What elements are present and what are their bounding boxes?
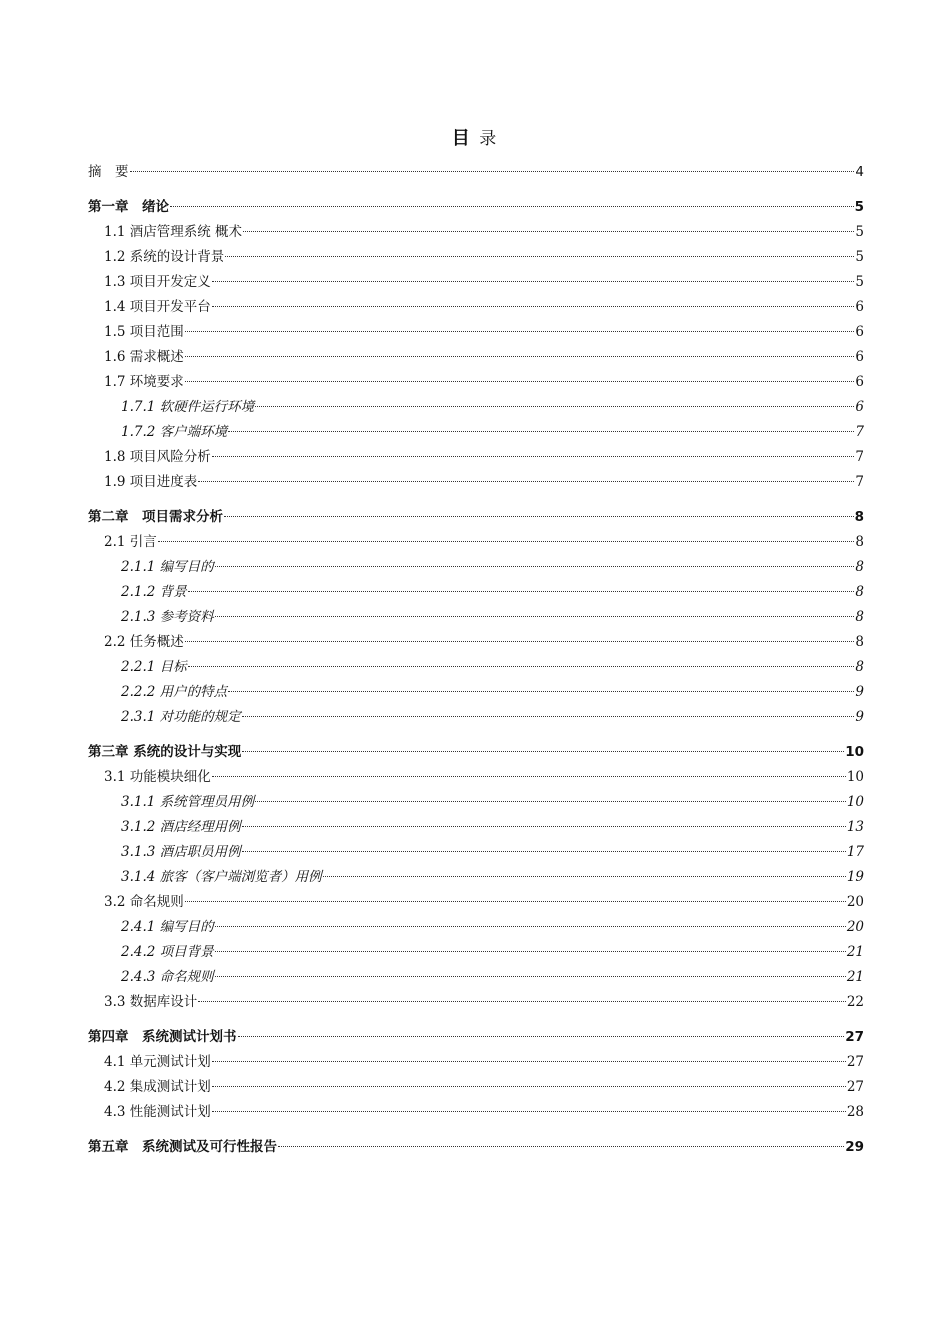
toc-entry[interactable] [88,630,864,655]
toc-entry-text: 2.1 引言 [104,534,157,550]
dot-leader [188,666,855,667]
toc-entry[interactable] [88,420,864,445]
toc-entry[interactable] [88,605,864,630]
dot-leader [255,406,854,407]
toc-page-number: 8 [855,634,864,650]
toc-entry[interactable] [88,865,864,890]
toc-entry[interactable] [88,705,864,730]
toc-entry-text: 1.2 系统的设计背景 [104,249,225,265]
toc-entry-text: 3.1.4 旅客（客户端浏览者）用例 [121,869,322,885]
toc-page-number: 8 [855,534,864,550]
toc-entry-text: 1.7 环境要求 [104,374,184,390]
toc-chapter-entry[interactable] [88,740,864,765]
dot-leader [228,691,854,692]
toc-entry[interactable] [88,1050,864,1075]
toc-entry[interactable] [88,245,864,270]
dot-leader [158,541,855,542]
toc-page-number: 5 [855,224,864,240]
toc-page-number: 6 [855,399,864,415]
dot-leader [215,951,846,952]
dot-leader [215,616,855,617]
toc-page-number: 27 [845,1029,864,1045]
toc-page-number: 10 [846,794,864,810]
toc-title [0,124,950,150]
dot-leader [215,976,846,977]
toc-entry-text: 第五章 系统测试及可行性报告 [88,1139,277,1155]
dot-leader [198,1001,846,1002]
toc-chapter-entry[interactable] [88,1025,864,1050]
toc-entry-text: 第四章 系统测试计划书 [88,1029,237,1045]
toc-entry-text: 2.2.1 目标 [121,659,187,675]
dot-leader [185,901,846,902]
dot-leader [212,281,855,282]
toc-entry[interactable] [88,765,864,790]
dot-leader [225,256,854,257]
toc-entry[interactable] [88,580,864,605]
toc-entry-text: 2.2.2 用户的特点 [121,684,228,700]
dot-leader [212,1086,846,1087]
toc-entry-text: 2.2 任务概述 [104,634,184,650]
dot-leader [130,171,855,172]
toc-entry-text: 3.1.2 酒店经理用例 [121,819,241,835]
toc-entry[interactable] [88,940,864,965]
dot-leader [224,516,854,517]
dot-leader [243,231,854,232]
toc-entry[interactable] [88,1100,864,1125]
toc-page-number: 19 [846,869,864,885]
toc-chapter-entry[interactable] [88,195,864,220]
toc-page-number: 17 [846,844,864,860]
toc-page-number: 29 [845,1139,864,1155]
toc-entry[interactable] [88,890,864,915]
toc-entry-text: 第三章 系统的设计与实现 [88,744,242,760]
toc-entry-text: 1.9 项目进度表 [104,474,198,490]
toc-entry-text: 第一章 绪论 [88,199,169,215]
toc-entry[interactable] [88,1075,864,1100]
toc-page-number: 8 [855,559,864,575]
toc-page-number: 9 [855,709,864,725]
toc-page-number: 10 [845,744,864,760]
dot-leader [212,456,855,457]
toc-entry-text: 4.2 集成测试计划 [104,1079,211,1095]
toc-page-number: 5 [855,249,864,265]
dot-leader [242,751,844,752]
toc-title-char-2: 录 [479,129,499,149]
dot-leader [212,776,846,777]
toc-entry[interactable] [88,815,864,840]
toc-page-number: 22 [846,994,864,1010]
toc-page-number: 28 [846,1104,864,1120]
dot-leader [323,876,846,877]
toc-page-number: 4 [855,164,864,180]
toc-entry-text: 1.6 需求概述 [104,349,184,365]
toc-page-number: 7 [855,474,864,490]
toc-entry-text: 4.3 性能测试计划 [104,1104,211,1120]
toc-entry-text: 1.7.2 客户端环境 [121,424,228,440]
dot-leader [255,801,846,802]
toc-entry-text: 4.1 单元测试计划 [104,1054,211,1070]
toc-title-char-1: 目 [451,128,472,149]
toc-page-number: 27 [846,1054,864,1070]
toc-page-number: 20 [846,894,864,910]
toc-page-number: 8 [855,659,864,675]
toc-page-number: 9 [855,684,864,700]
toc-entry-text: 1.4 项目开发平台 [104,299,211,315]
toc-page-number: 21 [846,969,864,985]
dot-leader [198,481,854,482]
toc-page-number: 6 [855,299,864,315]
toc-entry-text: 3.1.3 酒店职员用例 [121,844,241,860]
toc-entry-text: 1.1 酒店管理系统 概术 [104,224,243,240]
dot-leader [185,381,855,382]
toc-page-number: 8 [855,609,864,625]
toc-entry-text: 3.1 功能模块细化 [104,769,211,785]
toc-page-number: 6 [855,374,864,390]
dot-leader [188,591,855,592]
toc-list [88,160,864,1160]
toc-entry[interactable] [88,395,864,420]
dot-leader [238,1036,845,1037]
dot-leader [212,1111,846,1112]
toc-entry[interactable] [88,345,864,370]
toc-page-number: 27 [846,1079,864,1095]
toc-entry-text: 3.1.1 系统管理员用例 [121,794,255,810]
toc-entry-text: 2.1.3 参考资料 [121,609,214,625]
toc-page-number: 7 [855,449,864,465]
toc-page-number: 8 [854,509,864,525]
toc-chapter-entry[interactable] [88,1135,864,1160]
toc-entry-text: 1.7.1 软硬件运行环境 [121,399,255,415]
toc-entry[interactable] [88,790,864,815]
toc-entry-text: 摘 要 [88,164,129,180]
dot-leader [212,1061,846,1062]
toc-entry[interactable] [88,555,864,580]
toc-entry[interactable] [88,990,864,1015]
dot-leader [215,566,855,567]
dot-leader [170,206,854,207]
toc-page-number: 5 [854,199,864,215]
toc-page-number: 21 [846,944,864,960]
toc-entry-text: 第二章 项目需求分析 [88,509,223,525]
toc-page-number: 20 [846,919,864,935]
toc-entry-text: 2.3.1 对功能的规定 [121,709,241,725]
dot-leader [242,851,846,852]
toc-entry-text: 2.1.1 编写目的 [121,559,214,575]
toc-entry-text: 2.4.2 项目背景 [121,944,214,960]
toc-entry-text: 1.8 项目风险分析 [104,449,211,465]
toc-entry[interactable] [88,370,864,395]
dot-leader [278,1146,844,1147]
toc-page-number: 7 [855,424,864,440]
toc-entry[interactable] [88,320,864,345]
toc-entry-text: 1.3 项目开发定义 [104,274,211,290]
toc-entry[interactable] [88,965,864,990]
toc-entry-text: 3.2 命名规则 [104,894,184,910]
toc-page-number: 5 [855,274,864,290]
toc-entry-text: 2.4.3 命名规则 [121,969,214,985]
dot-leader [185,641,855,642]
toc-page-number: 6 [855,324,864,340]
toc-entry-text: 1.5 项目范围 [104,324,184,340]
toc-entry-text: 3.3 数据库设计 [104,994,198,1010]
dot-leader [215,926,846,927]
toc-entry[interactable] [88,270,864,295]
toc-page-number: 6 [855,349,864,365]
toc-entry[interactable] [88,840,864,865]
toc-entry-text: 2.1.2 背景 [121,584,187,600]
toc-entry[interactable] [88,655,864,680]
dot-leader [185,331,855,332]
dot-leader [242,716,855,717]
dot-leader [228,431,854,432]
toc-entry[interactable] [88,220,864,245]
toc-chapter-entry[interactable] [88,505,864,530]
dot-leader [212,306,855,307]
toc-entry-text: 2.4.1 编写目的 [121,919,214,935]
toc-page-number: 13 [846,819,864,835]
toc-entry[interactable] [88,295,864,320]
toc-page-number: 8 [855,584,864,600]
dot-leader [185,356,855,357]
toc-entry[interactable] [88,445,864,470]
toc-entry[interactable] [88,530,864,555]
toc-entry[interactable] [88,680,864,705]
toc-entry[interactable] [88,915,864,940]
dot-leader [242,826,846,827]
toc-entry[interactable] [88,160,864,185]
toc-entry[interactable] [88,470,864,495]
toc-page-number: 10 [846,769,864,785]
